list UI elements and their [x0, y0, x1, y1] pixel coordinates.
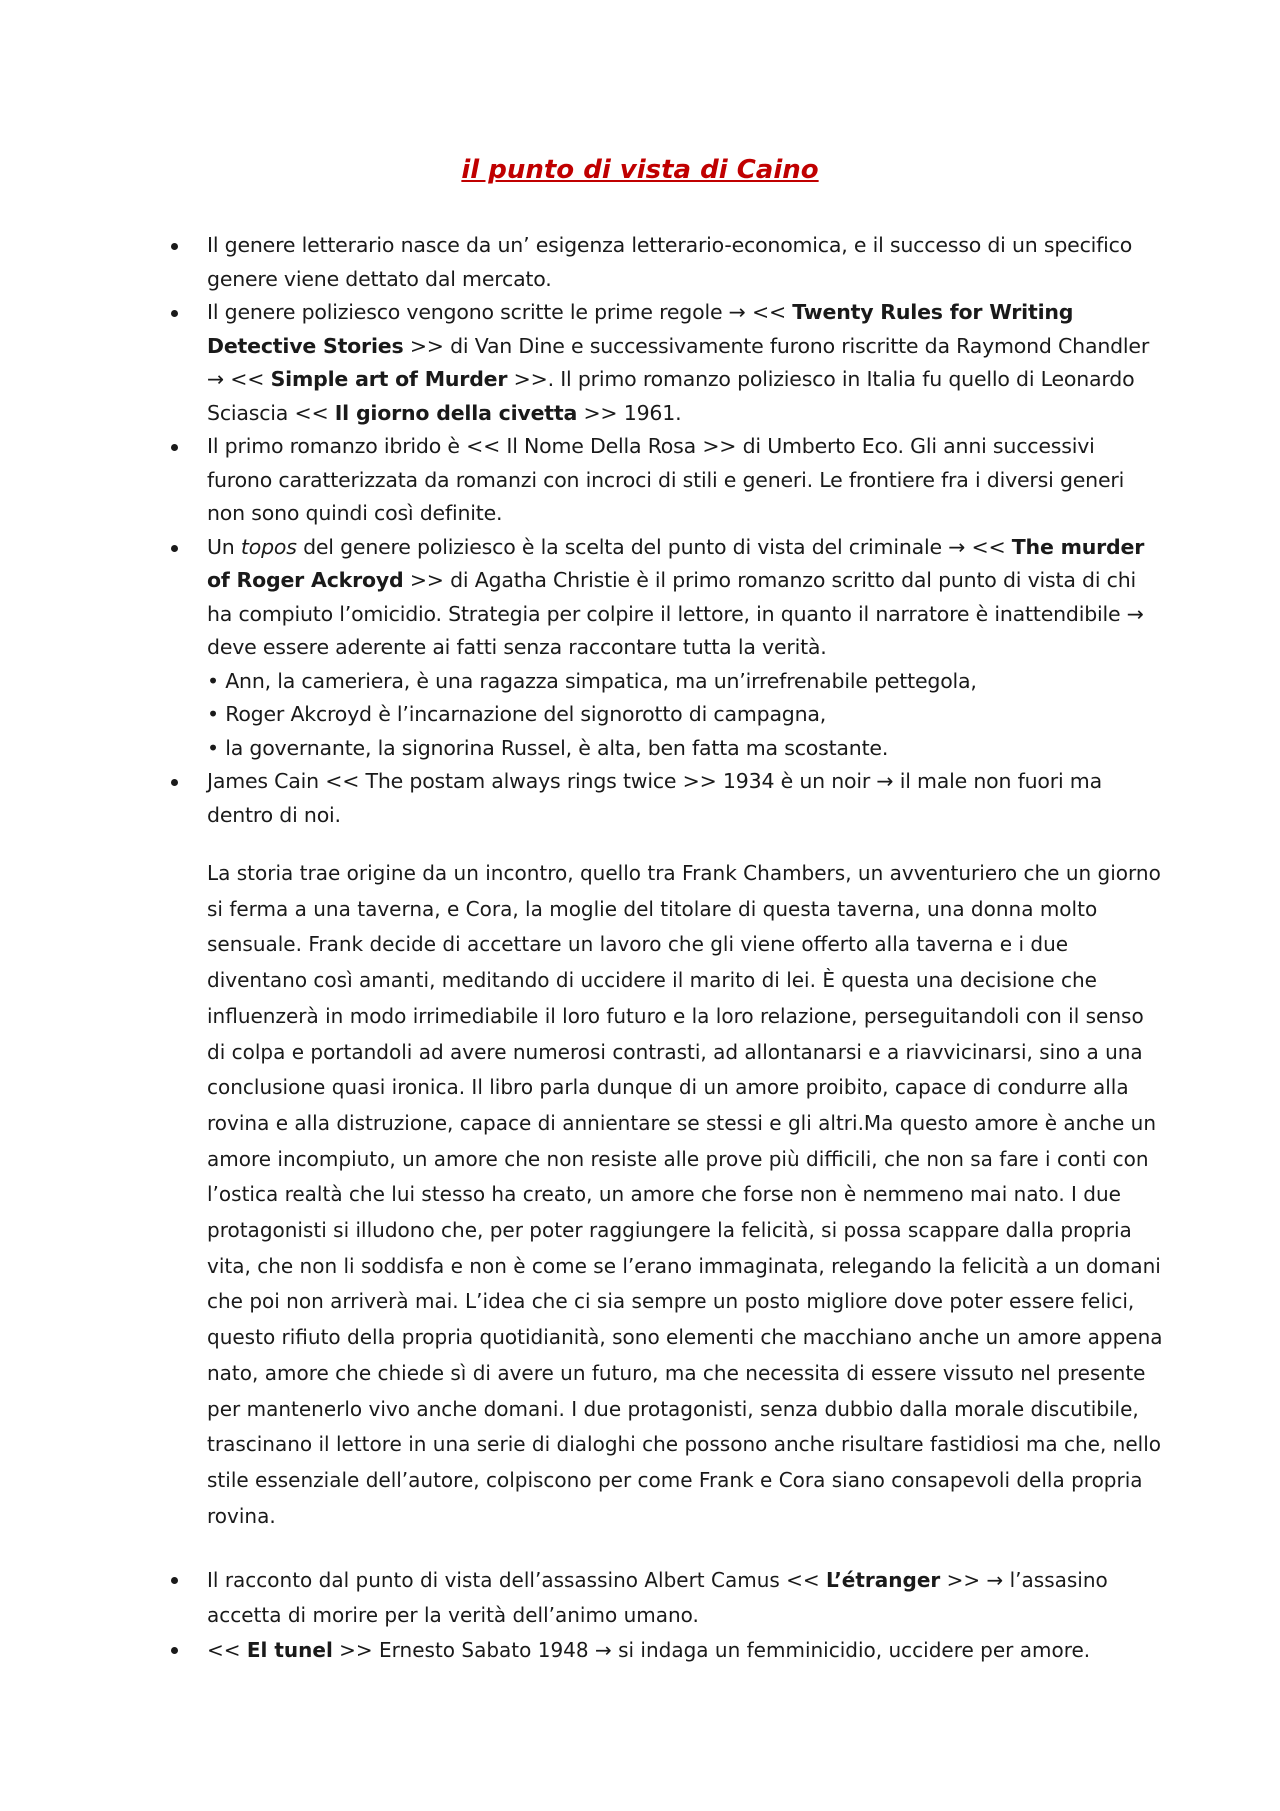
bullet-text: James Cain << The postam always rings twice >> 1934 è un noir → il male non fuori ma dentro di noi. — [207, 769, 1102, 827]
italic-term: topos — [240, 534, 297, 559]
sub-item: • Ann, la cameriera, è una ragazza simpatica, ma un’irrefrenabile pettegola, — [207, 668, 977, 693]
text-run: >> Ernesto Sabato 1948 → si indaga un femminicidio, uccidere per amore. — [332, 1638, 1091, 1662]
bullet-list-bottom — [207, 1563, 1163, 1668]
bullet-list-top — [207, 229, 1163, 832]
book-title: The murder of Roger Ackroyd — [207, 534, 1145, 592]
bullet-item-rules — [207, 296, 1163, 430]
text-run: >> di Agatha Christie è il primo romanzo scritto dal punto di vista di chi ha compiuto l’omicidio. Strategia per colpire il lettore, in quanto il narratore è inattendibile → deve essere aderente ai fatti senza raccontare tutta la verità. — [207, 568, 1144, 659]
book-title: Simple art of Murder — [270, 367, 508, 391]
bullet-item-camus — [207, 1563, 1163, 1633]
text-run: << — [207, 1638, 247, 1662]
sub-item: • la governante, la signorina Russel, è alta, ben fatta ma scostante. — [207, 735, 889, 760]
text-run: >> di Van Dine e successivamente furono riscritte da Raymond Chandler → << — [207, 333, 1150, 391]
text-run: Il genere poliziesco vengono scritte le prime regole → << — [207, 300, 793, 324]
bullet-text: Il primo romanzo ibrido è << Il Nome Della Rosa >> di Umberto Eco. Gli anni successivi furono caratterizzata da romanzi con incroci di stili e generi. Le frontiere fra i diversi generi non sono quindi così definite. — [207, 434, 1125, 525]
bullet-item-noir — [207, 765, 1163, 832]
book-title: Il giorno della civetta — [334, 400, 578, 425]
bullet-item-hybrid — [207, 430, 1163, 531]
plot-paragraph: La storia trae origine da un incontro, quello tra Frank Chambers, un avventuriero che un giorno si ferma a una taverna, e Cora, la moglie del titolare di questa taverna, una donna molto sensuale. Frank decide di accettare un lavoro che gli viene offerto alla taverna e i due diventano così amanti, meditando di uccidere il marito di lei. È questa una decisione che influenzerà in modo irrimediabile il loro futuro e la loro relazione, perseguitandoli con il senso di colpa e portandoli ad avere numerosi contrasti, ad allontanarsi e a riavvicinarsi, sino a una conclusione quasi ironica. Il libro parla dunque di un amore proibito, capace di condurre alla rovina e alla distruzione, capace di annientare se stessi e gli altri.Ma questo amore è anche un amore incompiuto, un amore che non resiste alle prove più difficili, che non sa fare i conti con l’ostica realtà che lui stesso ha creato, un amore che forse non è nemmeno mai nato. I due protagonisti si illudono che, per poter raggiungere la felicità, si possa scappare dalla propria vita, che non li soddisfa e non è come se l’erano immaginata, relegando la felicità a un domani che poi non arriverà mai. L’idea che ci sia sempre un posto migliore dove poter essere felici, questo rifiuto della propria quotidianità, sono elementi che macchiano anche un amore appena nato, amore che chiede sì di avere un futuro, ma che necessita di essere vissuto nel presente per mantenerlo vivo anche domani. I due protagonisti, senza dubbio dalla morale discutibile, trascinano il lettore in una serie di dialoghi che possono anche risultare fastidiosi ma che, nello stile essenziale dell’autore, colpiscono per come Frank e Cora siano consapevoli della propria rovina. — [207, 861, 1163, 1528]
book-title: L’étranger — [826, 1568, 941, 1592]
bullet-item-sabato — [207, 1633, 1163, 1668]
text-run: >> 1961. — [577, 400, 682, 425]
text-run: Il racconto dal punto di vista dell’assassino Albert Camus << — [207, 1568, 827, 1592]
book-title: Twenty Rules for Writing Detective Stories — [207, 300, 1074, 358]
document-title: il punto di vista di Caino — [461, 155, 819, 185]
text-run: Un — [207, 534, 241, 559]
text-run: >>. Il primo romanzo poliziesco in Italia fu quello di Leonardo Sciascia << — [207, 367, 1135, 425]
book-title: El tunel — [246, 1638, 333, 1662]
bullet-item-topos — [207, 531, 1163, 766]
bullet-item-genre — [207, 229, 1163, 296]
text-run: >> → l’assasino accetta di morire per la verità dell’animo umano. — [207, 1568, 1108, 1627]
sub-item: • Roger Akcroyd è l’incarnazione del signorotto di campagna, — [207, 702, 827, 726]
text-run: del genere poliziesco è la scelta del punto di vista del criminale → << — [296, 534, 1012, 559]
bullet-text: Il genere letterario nasce da un’ esigenza letterario-economica, e il successo di un specifico genere viene dettato dal mercato. — [207, 233, 1133, 291]
